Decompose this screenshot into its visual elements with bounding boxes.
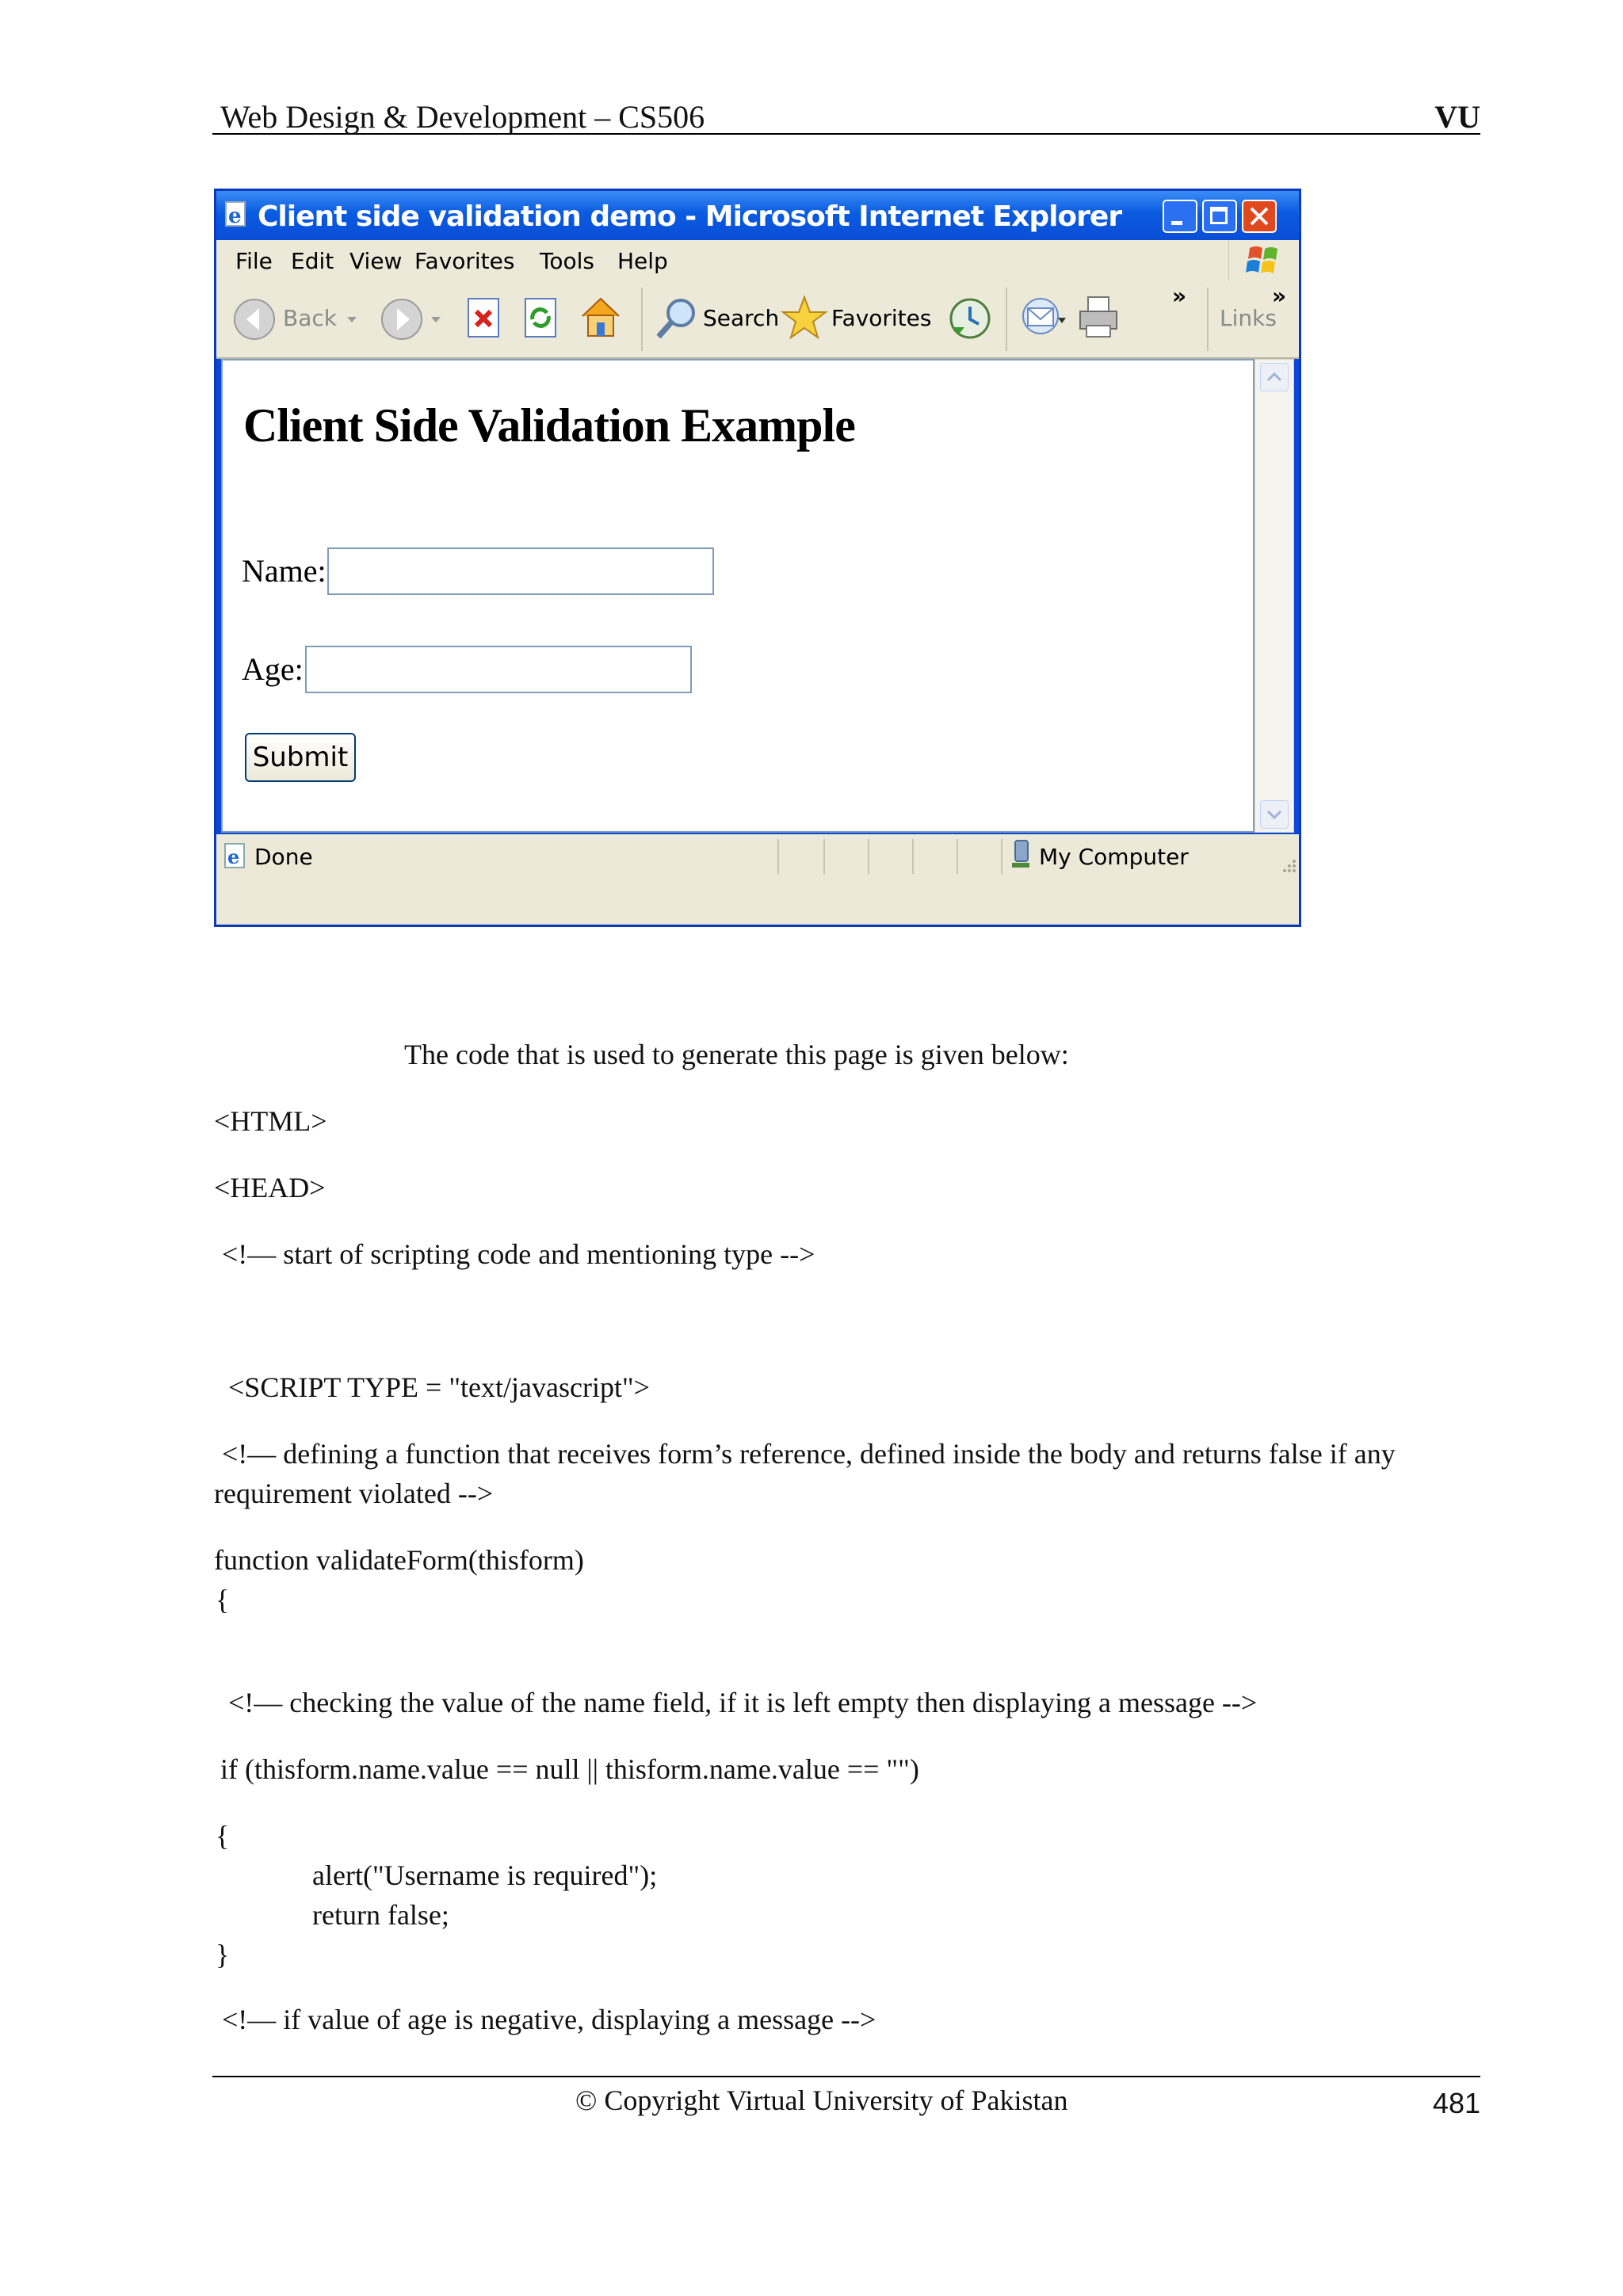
ie-window [214, 189, 1301, 927]
status-separator [868, 839, 869, 874]
security-zone-text: My Computer [1039, 844, 1189, 870]
menu-favorites[interactable]: Favorites [414, 248, 515, 274]
code-comment-line: <!— checking the value of the name field, if it is left empty then displaying a message --> [228, 1687, 1258, 1718]
vertical-scrollbar[interactable] [1254, 359, 1294, 833]
code-line: return false; [312, 1899, 449, 1931]
chevron-up-icon [1261, 364, 1288, 391]
menu-bar [216, 240, 1299, 282]
menu-edit[interactable]: Edit [291, 248, 334, 274]
dropdown-arrow-icon[interactable] [346, 316, 357, 324]
code-comment-line: <!— if value of age is negative, displaying a message --> [222, 2004, 876, 2035]
history-icon[interactable] [947, 296, 993, 341]
toolbar-separator [641, 288, 643, 351]
minimize-button[interactable] [1163, 200, 1197, 233]
code-line: { [216, 1820, 230, 1852]
menu-file[interactable]: File [235, 248, 273, 274]
status-separator [912, 839, 914, 874]
toolbar-separator [1207, 288, 1209, 351]
scroll-up-button[interactable] [1260, 363, 1289, 391]
home-icon[interactable] [578, 294, 624, 340]
dropdown-arrow-icon[interactable] [430, 316, 441, 324]
forward-icon[interactable] [380, 297, 424, 341]
title-bar [216, 191, 1299, 240]
links-overflow-chevron[interactable]: » [1272, 283, 1287, 309]
ie-page-icon [223, 200, 251, 229]
submit-button[interactable]: Submit [245, 733, 356, 782]
age-input[interactable] [305, 646, 692, 693]
favorites-star-icon[interactable] [781, 294, 828, 341]
maximize-button[interactable] [1202, 200, 1237, 233]
code-comment-line: requirement violated --> [214, 1478, 494, 1509]
menu-help[interactable]: Help [617, 248, 668, 274]
toolbar-overflow-chevron[interactable]: » [1172, 283, 1187, 309]
document-header-title: Web Design & Development – CS506 [220, 99, 705, 135]
status-bar [216, 834, 1299, 925]
code-line: { [216, 1584, 230, 1615]
menu-tools[interactable]: Tools [540, 248, 594, 274]
code-comment-line: <!— defining a function that receives form’s reference, defined inside the body and returns false if any [222, 1438, 1396, 1470]
menu-view[interactable]: View [349, 248, 403, 274]
code-line: } [216, 1939, 230, 1970]
my-computer-icon [1009, 839, 1033, 871]
status-separator [957, 839, 958, 874]
code-line: if (thisform.name.value == null || thisform.name.value == "") [220, 1753, 919, 1785]
status-separator [777, 839, 779, 874]
toolbar-separator [1006, 288, 1007, 351]
code-line: <HEAD> [214, 1172, 326, 1203]
resize-grip-icon[interactable] [1278, 858, 1297, 877]
svg-text:e: e [227, 845, 240, 868]
back-icon[interactable] [232, 297, 277, 341]
code-line: <HTML> [214, 1105, 327, 1137]
svg-text:e: e [228, 204, 242, 228]
links-bar-label[interactable]: Links [1220, 305, 1277, 331]
window-title: Client side validation demo - Microsoft Internet Explorer [258, 200, 1122, 233]
code-line: alert("Username is required"); [312, 1859, 658, 1891]
header-rule [212, 133, 1480, 135]
name-label: Name: [242, 553, 327, 589]
document-header-mark: VU [1434, 99, 1480, 135]
favorites-button-label[interactable]: Favorites [831, 305, 932, 331]
toolbar [216, 281, 1299, 359]
page-number: 481 [1432, 2087, 1480, 2119]
status-separator [823, 839, 825, 874]
age-label: Age: [242, 651, 304, 687]
refresh-icon[interactable] [521, 296, 560, 340]
mail-icon[interactable] [1020, 296, 1067, 341]
code-line: function validateForm(thisform) [214, 1544, 584, 1576]
footer-copyright: © Copyright Virtual University of Pakistan [575, 2084, 1068, 2116]
browser-content-area [221, 359, 1254, 833]
windows-flag-icon [1245, 243, 1285, 278]
stop-icon[interactable] [464, 296, 503, 340]
code-comment-line: <!— start of scripting code and mentioning type --> [222, 1238, 815, 1270]
windows-flag-logo [1228, 240, 1299, 281]
chevron-down-icon [1261, 801, 1288, 828]
page-done-icon [223, 842, 250, 871]
intro-text: The code that is used to generate this page is given below: [404, 1039, 1069, 1070]
scroll-down-button[interactable] [1260, 800, 1289, 829]
search-button-label[interactable]: Search [703, 305, 780, 331]
page-heading: Client Side Validation Example [243, 399, 855, 452]
close-icon [1243, 201, 1275, 231]
back-button-label[interactable]: Back [283, 305, 337, 331]
search-icon[interactable] [654, 294, 701, 341]
print-icon[interactable] [1077, 294, 1121, 340]
close-button[interactable] [1242, 200, 1277, 233]
status-separator [1001, 839, 1002, 874]
footer-rule [212, 2076, 1480, 2077]
name-input[interactable] [327, 547, 714, 595]
status-text: Done [254, 844, 313, 870]
code-line: <SCRIPT TYPE = "text/javascript"> [228, 1371, 650, 1403]
